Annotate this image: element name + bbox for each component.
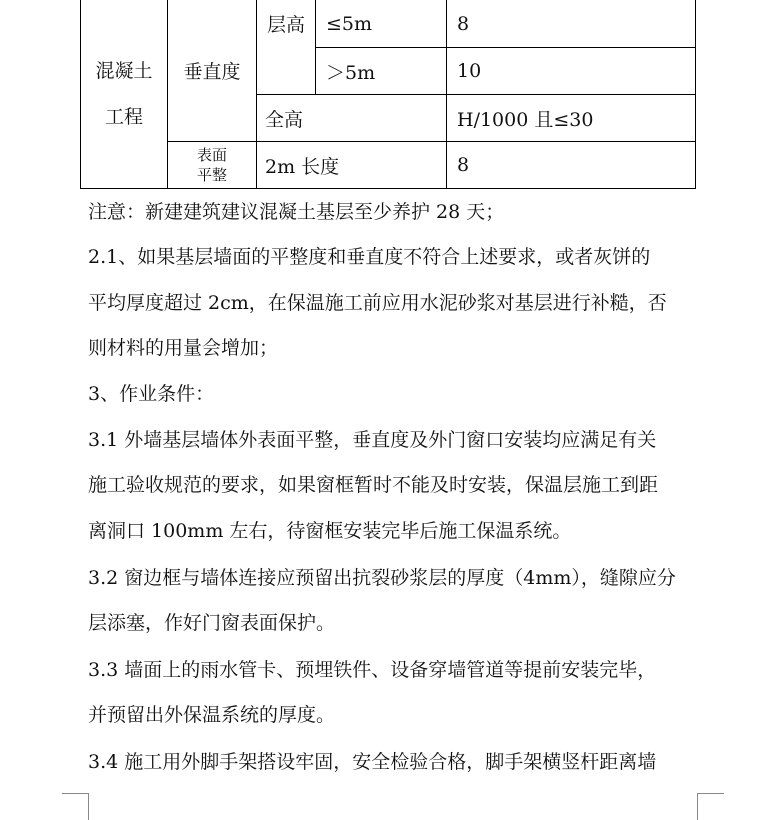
paragraph-line: 并预留出外保温系统的厚度。	[88, 704, 336, 726]
category-line-2: 工程	[104, 106, 143, 128]
paragraph-line: 3.2 窗边框与墙体连接应预留出抗裂砂浆层的厚度（4mm），缝隙应分	[88, 567, 676, 589]
sub-floor-height-cell	[257, 0, 316, 95]
paragraph-line: 2.1、如果基层墙面的平整度和垂直度不符合上述要求，或者灰饼的	[88, 246, 651, 268]
val-2m-cell	[447, 142, 696, 189]
cond-2m-label: 2m 长度	[265, 155, 340, 178]
paragraph-line: 施工验收规范的要求，如果窗框暂时不能及时安装，保温层施工到距	[88, 474, 659, 496]
val-2m-label: 8	[457, 154, 470, 176]
section-heading: 3、作业条件：	[88, 383, 215, 405]
cond-le5-label: ≤5m	[326, 12, 373, 35]
item-flat-cell	[168, 142, 257, 189]
item-vertical-label: 垂直度	[183, 61, 241, 83]
item-flat-line-2: 平整	[196, 166, 227, 184]
category-line-1: 混凝土	[95, 60, 153, 82]
val-le5-cell	[447, 0, 696, 48]
full-height-cell	[257, 95, 447, 142]
category-cell	[81, 0, 168, 189]
val-gt5-label: 10	[457, 60, 482, 82]
margin-corner-mark-left	[62, 793, 89, 820]
paragraph-line: 离洞口 100mm 左右，待窗框安装完毕后施工保温系统。	[88, 520, 572, 542]
paragraph-line: 3.1 外墙基层墙体外表面平整，垂直度及外门窗口安装均应满足有关	[88, 429, 657, 451]
val-full-cell	[447, 95, 696, 142]
item-flat-line-1: 表面	[196, 146, 227, 164]
paragraph-line: 平均厚度超过 2cm，在保温施工前应用水泥砂浆对基层进行补糙，否	[88, 292, 667, 314]
cond-2m-cell	[257, 142, 447, 189]
val-le5-label: 8	[457, 12, 470, 35]
tolerance-table	[80, 0, 696, 189]
paragraph-line: 则材料的用量会增加；	[88, 337, 279, 359]
paragraph-line: 3.3 墙面上的雨水管卡、预埋铁件、设备穿墙管道等提前安装完毕，	[88, 659, 657, 681]
val-gt5-cell	[447, 48, 696, 95]
cond-le5-cell	[316, 0, 447, 48]
val-full-label: H/1000 且≤30	[457, 108, 594, 131]
full-height-label: 全高	[265, 108, 304, 131]
paragraph-line: 3.4 施工用外脚手架搭设牢固，安全检验合格，脚手架横竖杆距离墙	[88, 751, 657, 773]
cond-gt5-label: ＞5m	[326, 61, 376, 84]
paragraph-note: 注意：新建建筑建议混凝土基层至少养护 28 天；	[88, 201, 505, 223]
paragraph-line: 层添塞，作好门窗表面保护。	[88, 612, 336, 634]
margin-corner-mark-right	[697, 793, 724, 820]
sub-floor-height-label: 层高	[266, 14, 305, 36]
item-vertical-cell	[168, 0, 257, 142]
cond-gt5-cell	[316, 48, 447, 95]
